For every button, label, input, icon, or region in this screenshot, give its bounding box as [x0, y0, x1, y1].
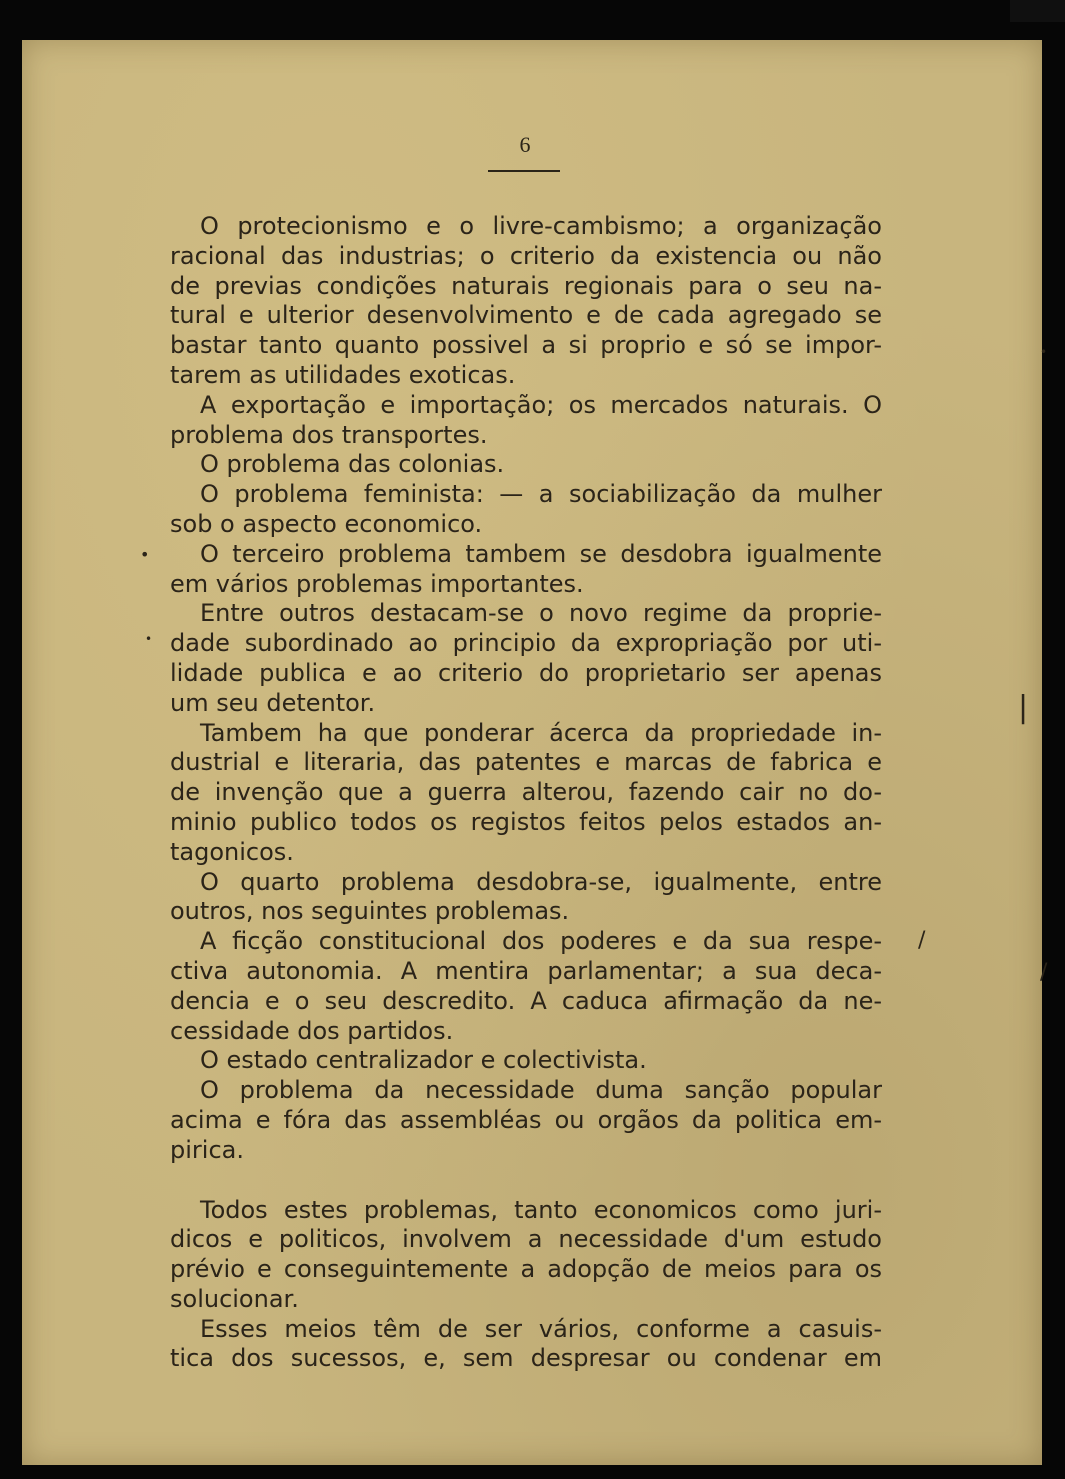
text-line: problema dos transportes. [170, 420, 488, 449]
text-line: outros, nos seguintes problemas. [170, 897, 570, 926]
text-line: minio publico todos os registos feitos pelos estados an- [170, 807, 882, 836]
scan-edge-strip [1010, 0, 1065, 22]
text-line: bastar tanto quanto possivel a si proprio e só se impor- [170, 331, 882, 360]
margin-speck: • [145, 632, 153, 646]
text-line: dustrial e literaria, das patentes e marcas de fabrica e [170, 748, 882, 777]
margin-mark: / [918, 928, 926, 953]
text-line: Entre outros destacam-se o novo regime da proprie- [200, 599, 882, 628]
page-number: 6 [519, 132, 531, 157]
text-line: O estado centralizador e colectivista. [200, 1046, 647, 1075]
text-line: racional das industrias; o criterio da existencia ou não [170, 241, 882, 270]
margin-speck: • [1040, 345, 1048, 359]
text-line: O quarto problema desdobra-se, igualmente, entre [200, 867, 882, 896]
text-line: O protecionismo e o livre-cambismo; a organização [200, 212, 882, 240]
text-line: prévio e conseguintemente a adopção de meios para os [170, 1255, 882, 1284]
text-line: cessidade dos partidos. [170, 1016, 454, 1045]
text-line: tagonicos. [170, 837, 294, 866]
text-line: A exportação e importação; os mercados naturais. O [200, 390, 882, 419]
text-line: tica dos sucessos, e, sem despresar ou condenar em [170, 1344, 882, 1373]
text-line: O problema da necessidade duma sanção popular [200, 1076, 882, 1105]
text-line: A ficção constitucional dos poderes e da sua respe- [200, 927, 882, 956]
text-line: em vários problemas importantes. [170, 569, 584, 598]
text-line: tarem as utilidades exoticas. [170, 360, 516, 389]
text-line: Esses meios têm de ser vários, conforme a casuis- [200, 1314, 882, 1343]
text-line: dade subordinado ao principio da expropriação por uti- [170, 629, 882, 658]
text-line: O problema feminista: — a sociabilização da mulher [200, 480, 882, 509]
text-line: O problema das colonias. [200, 450, 505, 479]
text-line: lidade publica e ao criterio do proprietario ser apenas [170, 658, 882, 687]
text-line: O terceiro problema tambem se desdobra igualmente [200, 539, 882, 568]
text-line: tural e ulterior desenvolvimento e de cada agregado se [170, 301, 882, 330]
margin-mark: / [1040, 960, 1048, 985]
text-line: pirica. [170, 1135, 244, 1164]
text-line: dicos e politicos, involvem a necessidade d'um estudo [170, 1225, 882, 1254]
margin-speck: • [140, 545, 150, 564]
text-line: sob o aspecto economico. [170, 509, 483, 538]
page-number-rule [488, 170, 560, 172]
text-line: de previas condições naturais regionais para o seu na- [170, 271, 882, 300]
text-line: acima e fóra das assembléas ou orgãos da politica em- [170, 1105, 882, 1134]
text-line: solucionar. [170, 1284, 299, 1313]
text-line: dencia e o seu descredito. A caduca afirmação da ne- [170, 986, 882, 1015]
text-line: ctiva autonomia. A mentira parlamentar; a sua deca- [170, 956, 882, 985]
text-line: Tambem ha que ponderar ácerca da propriedade in- [200, 718, 882, 747]
text-line: Todos estes problemas, tanto economicos como juri- [200, 1195, 882, 1224]
body-text [170, 212, 882, 1374]
text-line: de invenção que a guerra alterou, fazendo cair no do- [170, 778, 882, 807]
text-line: um seu detentor. [170, 688, 376, 717]
margin-mark: | [1018, 690, 1029, 725]
